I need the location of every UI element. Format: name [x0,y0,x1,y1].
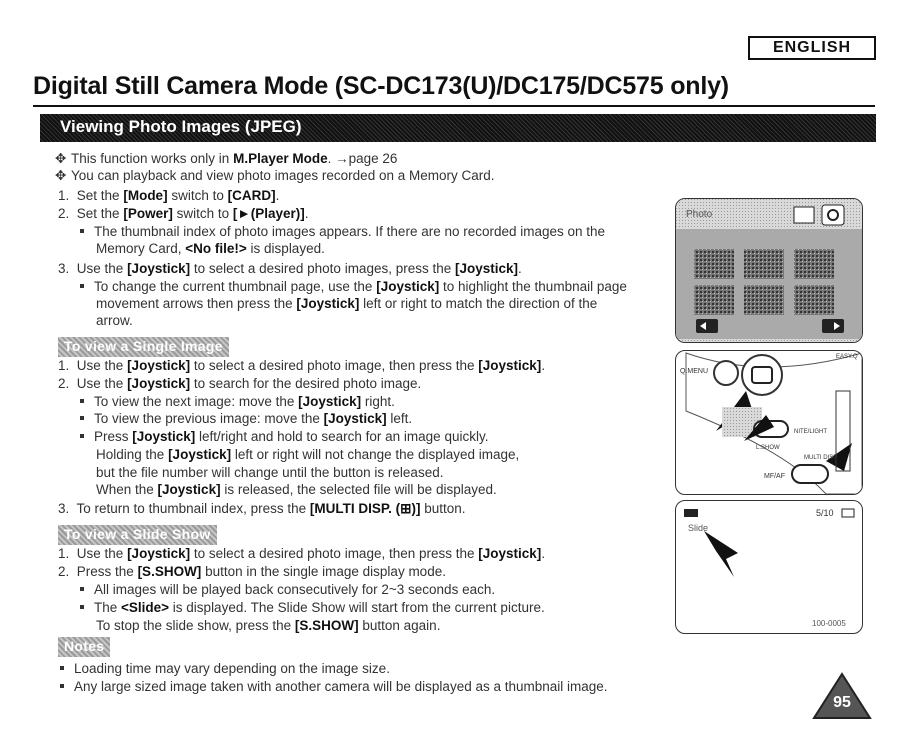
single-step-2-note-1: To view the next image: move the [Joystick] right. [78,393,395,410]
square-bullet-icon [80,605,84,609]
file-number: 100-0005 [812,619,846,628]
qmenu-label: Q.MENU [680,368,708,375]
diamond-bullet-icon: ✥ [55,168,67,183]
slide-step-2-note-2: The <Slide> is displayed. The Slide Show will start from the current picture. [78,599,545,616]
step-1: 1. Set the [Mode] switch to [CARD]. [58,188,280,203]
page-title: Digital Still Camera Mode (SC-DC173(U)/DC175/DC575 only) [33,72,729,100]
step-3-note-3: arrow. [96,313,133,328]
square-bullet-icon [80,229,84,233]
screen-mode-label: Photo [686,209,713,220]
step-2-note-2: Memory Card, <No file!> is displayed. [96,241,325,256]
subheading-notes: Notes [58,637,110,657]
step-2: 2. Set the [Power] switch to [►(Player)]. [58,206,309,221]
step-3: 3. Use the [Joystick] to select a desired photo images, press the [Joystick]. [58,261,522,276]
single-step-2-note-2: To view the previous image: move the [Joystick] left. [78,410,412,427]
intro-line-2: ✥ You can playback and view photo images recorded on a Memory Card. [55,168,495,183]
section-title: Viewing Photo Images (JPEG) [60,117,302,136]
easyq-label: EASY.Q [836,354,858,360]
single-step-2-note-5: but the file number will change until the button is released. [96,465,444,480]
square-bullet-icon [80,434,84,438]
step-3-note-1: To change the current thumbnail page, use the [Joystick] to highlight the thumbnail page [78,278,627,295]
single-step-2: 2. Use the [Joystick] to search for the desired photo image. [58,376,422,391]
note-2: Any large sized image taken with another camera will be displayed as a thumbnail image. [58,678,608,695]
single-step-2-note-6: When the [Joystick] is released, the selected file will be displayed. [96,482,497,497]
multi-disp-label: MULTI DISP [804,455,838,461]
square-bullet-icon [80,399,84,403]
square-bullet-icon [80,416,84,420]
language-label: ENGLISH [748,36,876,60]
slide-screen-graphic [676,501,863,634]
single-step-3: 3. To return to thumbnail index, press the [MULTI DISP. (⊞)] button. [58,501,466,516]
lshow-label: L.SHOW [756,445,780,451]
slide-step-1: 1. Use the [Joystick] to select a desired photo image, then press the [Joystick]. [58,546,546,561]
thumbnail-screen-graphic [676,199,863,343]
page-number: 95 [833,694,851,711]
single-step-1: 1. Use the [Joystick] to select a desired photo image, then press the [Joystick]. [58,358,546,373]
step-3-note-2: movement arrows then press the [Joystick] left or right to match the direction of the [96,296,598,311]
subheading-slide-show: To view a Slide Show [58,525,217,545]
slide-step-2: 2. Press the [S.SHOW] button in the single image display mode. [58,564,446,579]
single-step-2-note-4: Holding the [Joystick] left or right will not change the displayed image, [96,447,520,462]
slide-screen-illustration [675,500,863,634]
square-bullet-icon [60,684,64,688]
slide-step-2-note-3: To stop the slide show, press the [S.SHOW] button again. [96,618,441,633]
nite-light-label: NITE/LIGHT [794,429,828,435]
title-divider [33,105,875,107]
single-step-2-note-3: Press [Joystick] left/right and hold to search for an image quickly. [78,428,488,445]
diamond-bullet-icon: ✥ [55,151,67,166]
slide-step-2-note-1: All images will be played back consecutively for 2~3 seconds each. [78,581,495,598]
step-2-note-1: The thumbnail index of photo images appears. If there are no recorded images on the [78,223,605,240]
note-1: Loading time may vary depending on the image size. [58,660,390,677]
thumbnail-screen-illustration [675,198,863,343]
slide-indicator: Slide [688,523,709,533]
camera-controls-illustration [675,350,863,495]
square-bullet-icon [80,284,84,288]
subheading-single-image: To view a Single Image [58,337,229,357]
image-counter: 5/10 [816,508,834,518]
page-number-marker [812,672,872,720]
intro-line-1: ✥ This function works only in M.Player Mode. →page 26 [55,151,398,166]
mf-af-label: MF/AF [764,473,785,480]
square-bullet-icon [80,587,84,591]
square-bullet-icon [60,666,64,670]
section-header [40,114,876,142]
